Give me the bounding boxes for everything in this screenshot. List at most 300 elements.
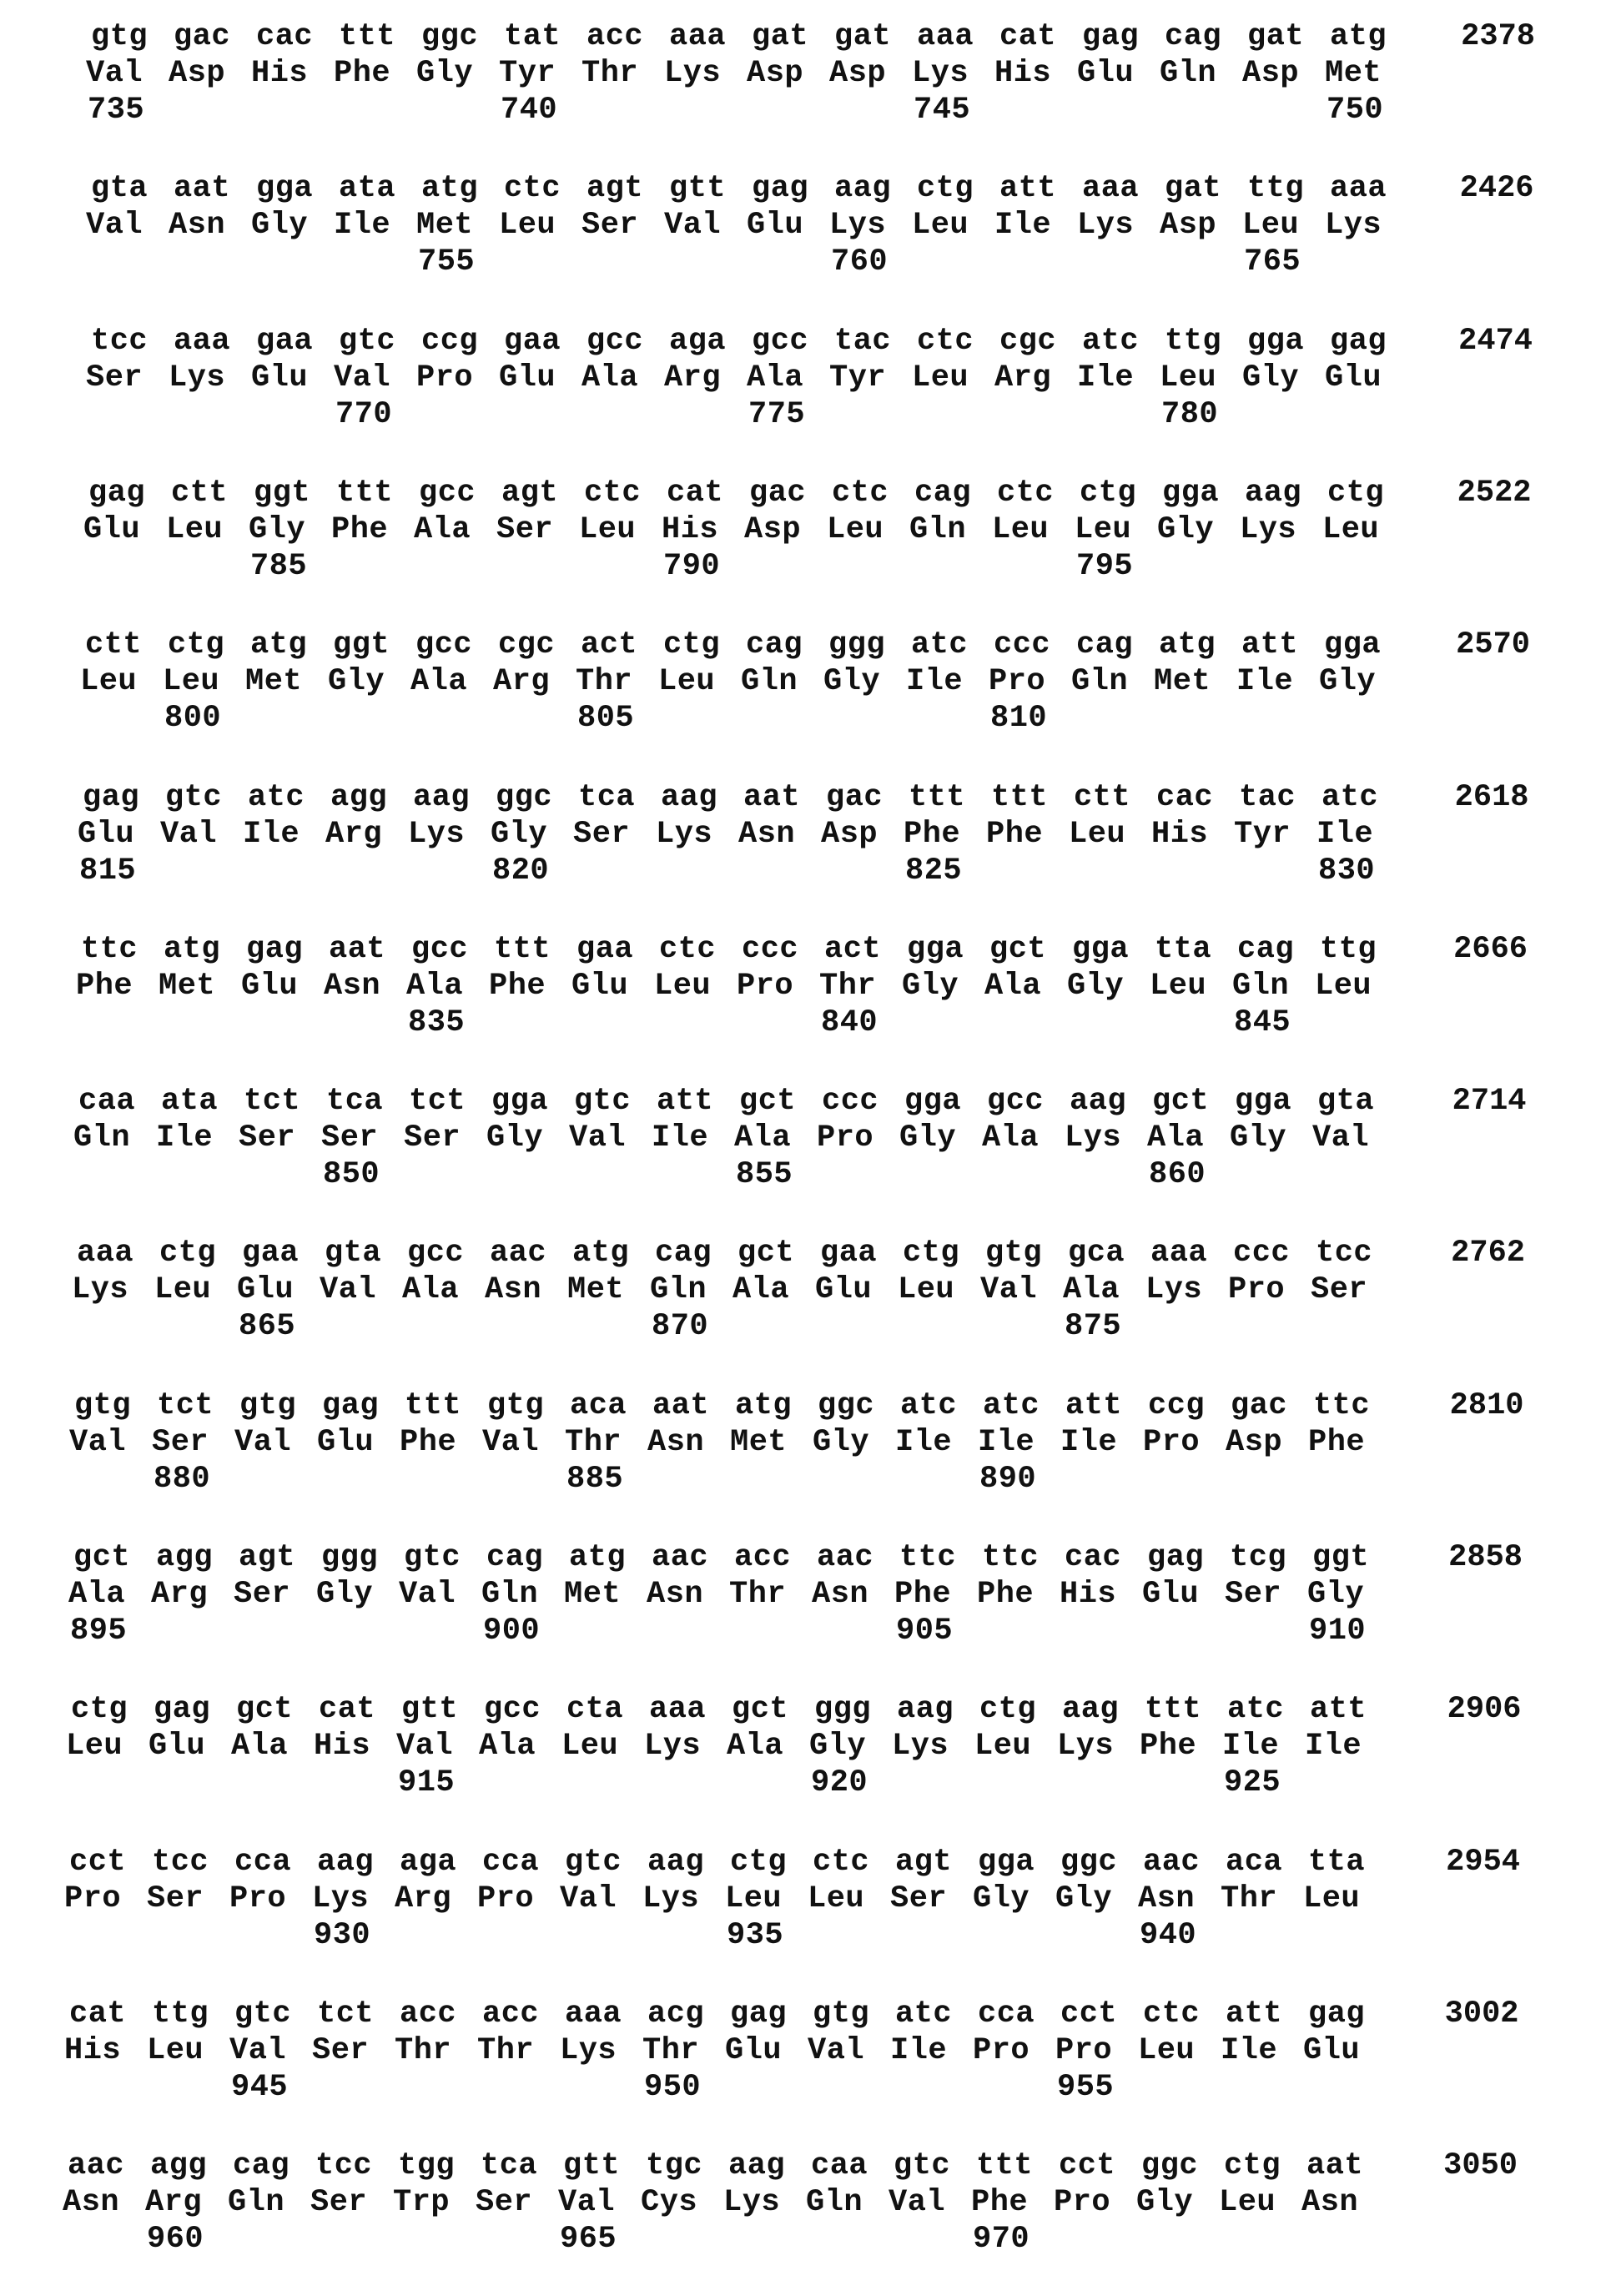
amino-acid: Gly [316,1578,373,1611]
codon: gat [1247,20,1304,53]
amino-acid: Met [416,209,473,242]
residue-number: 800 [164,702,221,735]
codon: ctg [917,172,974,205]
codon: ggc [1141,2149,1198,2183]
codon: cag [655,1236,712,1270]
amino-acid: Val [334,361,390,395]
amino-acid: Met [567,1273,624,1307]
amino-acid: Val [399,1578,456,1611]
codon: gaa [820,1236,877,1270]
codon: tcc [91,325,148,358]
codon: ctt [85,628,142,662]
amino-acid: Tyr [829,361,886,395]
codon: att [999,172,1056,205]
amino-acid: Gly [1136,2186,1193,2219]
amino-acid: Glu [149,1730,205,1763]
amino-acid: Val [69,1426,126,1459]
codon: ctg [159,1236,216,1270]
amino-acid: Lys [912,57,969,90]
codon: gtc [234,1997,291,2031]
codon: cac [1065,1541,1121,1574]
codon: atg [1330,20,1387,53]
codon: acc [734,1541,791,1574]
residue-number: 845 [1234,1006,1291,1040]
codon: aaa [649,1693,706,1726]
codon: aag [647,1845,704,1879]
codon: ggc [1060,1845,1117,1879]
amino-acid: Leu [974,1730,1031,1763]
amino-acid: Lys [723,2186,780,2219]
amino-acid: Ser [476,2186,532,2219]
codon: ttg [1320,933,1377,966]
codon: gag [322,1389,379,1422]
codon: atg [572,1236,629,1270]
codon: agg [330,781,387,814]
codon: gga [1324,628,1381,662]
sequence-block [0,1085,1616,1210]
codon: cgc [498,628,555,662]
codon: ggt [1312,1541,1369,1574]
codon: acg [647,1997,704,2031]
residue-number: 900 [483,1614,540,1648]
residue-number: 840 [821,1006,878,1040]
codon: gtg [74,1389,131,1422]
codon: tca [326,1085,383,1118]
codon: gga [1162,476,1219,510]
amino-acid: Asn [169,209,225,242]
codon: gct [73,1541,130,1574]
amino-acid: Glu [815,1273,872,1307]
residue-number: 855 [736,1158,793,1191]
sequence-block [0,1693,1616,1818]
amino-acid: Ile [243,818,300,851]
codon: tgg [398,2149,455,2183]
residue-number: 920 [811,1766,868,1800]
codon: gga [904,1085,961,1118]
codon: aac [1143,1845,1200,1879]
residue-number: 820 [492,854,549,888]
codon: aag [413,781,470,814]
codon: gta [325,1236,381,1270]
codon: cct [1060,1997,1117,2031]
amino-acid: Lys [169,361,225,395]
amino-acid: Cys [641,2186,697,2219]
codon: ctg [1224,2149,1281,2183]
amino-acid: Glu [1325,361,1382,395]
codon: ccg [421,325,478,358]
amino-acid: Gly [1319,665,1376,698]
amino-acid: Ile [1221,2034,1277,2067]
codon: gct [739,1085,796,1118]
codon: aat [652,1389,709,1422]
amino-acid: Leu [1150,969,1206,1003]
codon: tca [578,781,635,814]
codon: aag [1245,476,1301,510]
codon: aag [728,2149,785,2183]
codon: tcc [152,1845,209,1879]
codon: gta [1317,1085,1374,1118]
codon: atg [421,172,478,205]
amino-acid: Glu [251,361,308,395]
amino-acid: Gln [741,665,798,698]
codon: caa [811,2149,868,2183]
residue-number: 950 [644,2071,701,2104]
codon: ggt [333,628,390,662]
amino-acid: Arg [395,1882,451,1916]
amino-acid: Gln [1071,665,1128,698]
codon: gtg [813,1997,869,2031]
codon: aaa [1082,172,1139,205]
amino-acid: Ala [747,361,803,395]
codon: gag [88,476,145,510]
residue-number: 755 [418,245,475,279]
amino-acid: Pro [416,361,473,395]
codon: gcc [752,325,808,358]
amino-acid: Gly [1242,361,1299,395]
amino-acid: Leu [658,665,715,698]
amino-acid: Asp [821,818,878,851]
amino-acid: Phe [1140,1730,1196,1763]
amino-acid: Ala [734,1121,791,1155]
amino-acid: Gln [806,2186,863,2219]
codon: cag [914,476,971,510]
codon: ttc [899,1541,956,1574]
codon: gtc [404,1541,461,1574]
amino-acid: His [64,2034,121,2067]
codon: gag [154,1693,210,1726]
codon: gcc [419,476,476,510]
codon: gag [246,933,303,966]
residue-number: 745 [914,93,970,127]
amino-acid: Leu [1075,513,1131,546]
codon: atc [1082,325,1139,358]
amino-acid: Thr [576,665,632,698]
codon: tcc [315,2149,372,2183]
amino-acid: Gly [809,1730,866,1763]
codon: ctg [1327,476,1384,510]
amino-acid: Phe [1308,1426,1365,1459]
amino-acid: Leu [912,209,969,242]
amino-acid: Ala [982,1121,1039,1155]
codon: gac [174,20,230,53]
amino-acid: Phe [971,2186,1028,2219]
amino-acid: Gly [813,1426,869,1459]
residue-number: 750 [1327,93,1383,127]
amino-acid: Lys [642,1882,699,1916]
amino-acid: Leu [66,1730,123,1763]
amino-acid: Leu [1303,1882,1360,1916]
codon: ctt [171,476,228,510]
sequence-block [0,1389,1616,1514]
amino-acid: Pro [1054,2186,1110,2219]
codon: ctg [663,628,720,662]
codon: aag [661,781,717,814]
amino-acid: Lys [72,1273,128,1307]
codon: aga [669,325,726,358]
amino-acid: Leu [1138,2034,1195,2067]
amino-acid: Ile [890,2034,947,2067]
codon: cct [1059,2149,1115,2183]
amino-acid: Ala [414,513,471,546]
amino-acid: Phe [986,818,1043,851]
codon: aca [570,1389,627,1422]
amino-acid: Val [889,2186,945,2219]
amino-acid: Lys [1240,513,1296,546]
amino-acid: Glu [571,969,628,1003]
amino-acid: Thr [819,969,876,1003]
amino-acid: Val [664,209,721,242]
codon: cag [1076,628,1133,662]
amino-acid: Met [1154,665,1211,698]
codon: ggg [828,628,885,662]
amino-acid: Gly [491,818,547,851]
amino-acid: Arg [145,2186,202,2219]
amino-acid: Ile [895,1426,952,1459]
amino-acid: Ile [906,665,963,698]
codon: gga [1072,933,1129,966]
residue-number: 925 [1224,1766,1281,1800]
codon: gct [989,933,1046,966]
amino-acid: Gly [823,665,880,698]
amino-acid: Thr [477,2034,534,2067]
nucleotide-position: 2906 [1405,1693,1522,1726]
amino-acid: Val [980,1273,1037,1307]
amino-acid: Leu [579,513,636,546]
codon: ggc [818,1389,874,1422]
codon: gtt [401,1693,458,1726]
codon: aaa [174,325,230,358]
amino-acid: Trp [393,2186,450,2219]
amino-acid: Gln [228,2186,284,2219]
codon: atc [895,1997,952,2031]
amino-acid: Ile [334,209,390,242]
codon: ctg [903,1236,959,1270]
codon: ctg [71,1693,128,1726]
codon: ccc [994,628,1050,662]
codon: aca [1226,1845,1282,1879]
codon: aag [834,172,891,205]
codon: tct [244,1085,300,1118]
nucleotide-position: 2714 [1410,1085,1527,1118]
codon: gtt [563,2149,620,2183]
codon: gat [834,20,891,53]
codon: gat [1165,172,1221,205]
codon: caa [78,1085,135,1118]
amino-acid: Ile [994,209,1051,242]
residue-number: 915 [398,1766,455,1800]
amino-acid: Leu [898,1273,954,1307]
codon: att [1065,1389,1122,1422]
amino-acid: Leu [166,513,223,546]
amino-acid: Asp [1226,1426,1282,1459]
codon: aaa [669,20,726,53]
amino-acid: Val [560,1882,617,1916]
amino-acid: Ile [1305,1730,1362,1763]
amino-acid: Thr [565,1426,622,1459]
residue-number: 770 [335,398,392,431]
sequence-block [0,476,1616,602]
amino-acid: Lys [664,57,721,90]
amino-acid: Val [229,2034,286,2067]
codon: gcc [586,325,643,358]
codon: tat [504,20,561,53]
amino-acid: Ala [231,1730,288,1763]
codon: gca [1068,1236,1125,1270]
codon: gac [1231,1389,1287,1422]
codon: ttt [1145,1693,1201,1726]
codon: aaa [77,1236,133,1270]
residue-number: 775 [748,398,805,431]
codon: ttg [1165,325,1221,358]
codon: gtc [565,1845,622,1879]
nucleotide-position: 2426 [1417,172,1534,205]
amino-acid: Gln [909,513,966,546]
amino-acid: Lys [1065,1121,1121,1155]
amino-acid: Phe [489,969,546,1003]
codon: ttc [1313,1389,1370,1422]
amino-acid: Glu [78,818,134,851]
amino-acid: His [1060,1578,1116,1611]
codon: gct [236,1693,293,1726]
amino-acid: Leu [992,513,1049,546]
amino-acid: Gln [1232,969,1289,1003]
codon: cag [746,628,803,662]
amino-acid: His [1151,818,1208,851]
residue-number: 875 [1065,1310,1121,1343]
amino-acid: Glu [83,513,140,546]
amino-acid: Gly [1307,1578,1364,1611]
residue-number: 810 [990,702,1047,735]
codon: ctc [504,172,561,205]
codon: aag [317,1845,374,1879]
residue-number: 825 [905,854,962,888]
codon: cca [234,1845,291,1879]
residue-number: 890 [979,1463,1036,1496]
amino-acid: Val [86,57,143,90]
sequence-block [0,325,1616,450]
residue-number: 880 [154,1463,210,1496]
codon: gga [1235,1085,1291,1118]
codon: gag [1147,1541,1204,1574]
codon: cca [978,1997,1035,2031]
amino-acid: Gly [251,209,308,242]
nucleotide-position: 2570 [1413,628,1530,662]
residue-number: 765 [1244,245,1301,279]
amino-acid: Gln [1160,57,1216,90]
amino-acid: Glu [1303,2034,1360,2067]
codon: tct [157,1389,214,1422]
codon: cac [1156,781,1213,814]
codon: aat [329,933,385,966]
nucleotide-position: 2522 [1415,476,1532,510]
codon: gcc [407,1236,464,1270]
residue-number: 945 [231,2071,288,2104]
codon: ccg [1148,1389,1205,1422]
amino-acid: Ile [156,1121,213,1155]
nucleotide-position: 2474 [1416,325,1533,358]
codon: atc [911,628,968,662]
codon: ata [161,1085,218,1118]
codon: ctg [168,628,224,662]
amino-acid: Asp [169,57,225,90]
codon: cag [1165,20,1221,53]
amino-acid: Ile [1316,818,1373,851]
amino-acid: Asn [485,1273,541,1307]
residue-number: 850 [323,1158,380,1191]
nucleotide-position: 2858 [1406,1541,1523,1574]
amino-acid: Gly [1230,1121,1286,1155]
codon: gag [730,1997,787,2031]
codon: ata [339,172,395,205]
amino-acid: Phe [400,1426,456,1459]
codon: agg [150,2149,207,2183]
codon: gga [1247,325,1304,358]
codon: agt [586,172,643,205]
amino-acid: Lys [656,818,712,851]
codon: ccc [1233,1236,1290,1270]
amino-acid: Val [482,1426,539,1459]
codon: agt [895,1845,952,1879]
codon: cac [256,20,313,53]
amino-acid: Met [564,1578,621,1611]
residue-number: 860 [1149,1158,1206,1191]
amino-acid: Asn [1301,2186,1358,2219]
residue-number: 735 [88,93,144,127]
codon: aac [68,2149,124,2183]
sequence-block [0,933,1616,1058]
amino-acid: Phe [904,818,960,851]
codon: tca [481,2149,537,2183]
residue-number: 905 [896,1614,953,1648]
amino-acid: Ala [68,1578,125,1611]
amino-acid: Asn [647,1578,703,1611]
amino-acid: Val [558,2186,615,2219]
amino-acid: Ala [402,1273,459,1307]
amino-acid: Arg [664,361,721,395]
codon: atg [735,1389,792,1422]
amino-acid: Gly [902,969,959,1003]
amino-acid: Leu [808,1882,864,1916]
codon: ttt [339,20,395,53]
amino-acid: Leu [827,513,884,546]
amino-acid: Ser [152,1426,209,1459]
residue-number: 935 [727,1919,783,1952]
codon: ctg [730,1845,787,1879]
amino-acid: Leu [1322,513,1379,546]
amino-acid: Ala [479,1730,536,1763]
amino-acid: Leu [147,2034,204,2067]
codon: atc [1321,781,1378,814]
sequence-block [0,2149,1616,2274]
codon: ggc [496,781,552,814]
codon: gaa [576,933,633,966]
amino-acid: Phe [334,57,390,90]
sequence-block [0,781,1616,906]
amino-acid: Leu [1219,2186,1276,2219]
residue-number: 760 [831,245,888,279]
codon: gag [1330,325,1387,358]
amino-acid: Gln [73,1121,130,1155]
sequence-block [0,628,1616,753]
residue-number: 870 [652,1310,708,1343]
codon: gtg [487,1389,544,1422]
amino-acid: Val [86,209,143,242]
codon: aaa [565,1997,622,2031]
codon: aac [490,1236,546,1270]
residue-number: 805 [577,702,634,735]
amino-acid: Glu [317,1426,374,1459]
amino-acid: Phe [76,969,133,1003]
